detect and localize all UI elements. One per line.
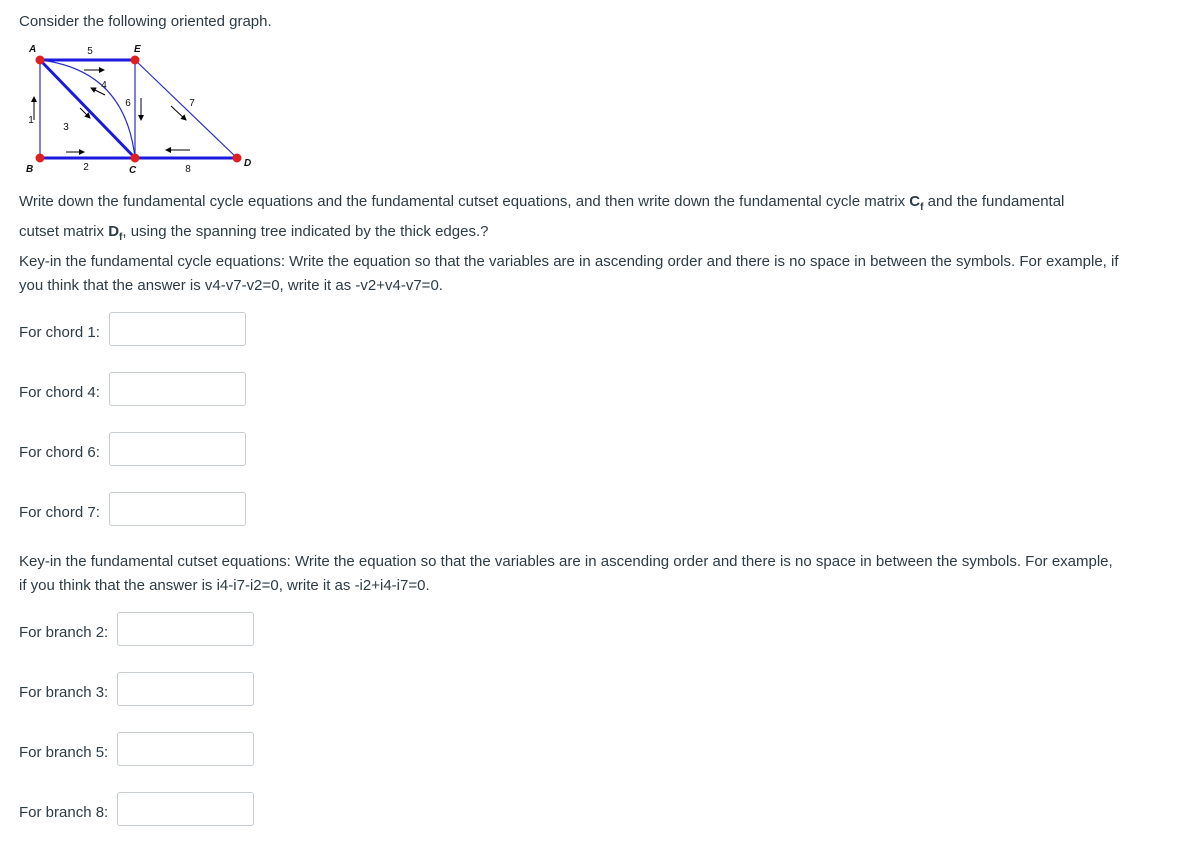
branch-5-label: For branch 5: xyxy=(19,744,109,761)
branch-8-input[interactable] xyxy=(117,792,254,826)
cutset-instructions xyxy=(19,550,1179,598)
edge-7 xyxy=(135,60,237,158)
edge-label-6: 6 xyxy=(125,98,131,109)
intro-text: Consider the following oriented graph. xyxy=(19,13,272,30)
task-line2-post: , using the spanning tree indicated by the thick edges.? xyxy=(122,223,489,240)
branch-2-label: For branch 2: xyxy=(19,624,109,641)
node-label-A: A xyxy=(29,44,37,55)
cutset-instructions-line1: Key-in the fundamental cutset equations: Write the equation so that the variables are in ascending order and there is no space in between the symbols. For example, xyxy=(19,553,1113,570)
chord-6-label: For chord 6: xyxy=(19,444,100,461)
node-label-D: D xyxy=(244,158,252,169)
edge-label-2: 2 xyxy=(83,162,89,173)
node-label-B: B xyxy=(26,164,34,175)
edge-label-1: 1 xyxy=(28,115,34,126)
node-D xyxy=(233,154,242,163)
cycle-instructions xyxy=(19,250,1179,298)
edge-label-3: 3 xyxy=(63,122,69,133)
branch-3-label: For branch 3: xyxy=(19,684,109,701)
chord-1-label: For chord 1: xyxy=(19,324,100,341)
cycle-instructions-line2: you think that the answer is v4-v7-v2=0, write it as -v2+v4-v7=0. xyxy=(19,277,443,294)
task-part1: Write down the fundamental cycle equations and the fundamental cutset equations, and then write down the fundamental cycle matrix xyxy=(19,193,910,210)
chord-4-input[interactable] xyxy=(109,372,246,406)
task-text xyxy=(19,190,1169,250)
node-B xyxy=(36,154,45,163)
edge-label-7: 7 xyxy=(189,98,195,109)
task-line2-pre: cutset matrix xyxy=(19,223,109,240)
chord-4-label: For chord 4: xyxy=(19,384,100,401)
arrow-7 xyxy=(171,106,186,120)
task-part2: and the fundamental xyxy=(923,193,1065,210)
branch-2-input[interactable] xyxy=(117,612,254,646)
node-A xyxy=(36,56,45,65)
node-label-C: C xyxy=(129,165,137,176)
oriented-graph xyxy=(0,0,270,180)
cf-symbol: $C_f$ xyxy=(909,193,924,213)
edge-label-5: 5 xyxy=(87,46,93,57)
cycle-instructions-line1: Key-in the fundamental cycle equations: Write the equation so that the variables are in ascending order and there is no space in between the symbols. For example, if xyxy=(19,253,1119,270)
branch-3-input[interactable] xyxy=(117,672,254,706)
edge-label-8: 8 xyxy=(185,164,191,175)
node-E xyxy=(131,56,140,65)
df-symbol: $D_f$ xyxy=(108,223,123,243)
branch-5-input[interactable] xyxy=(117,732,254,766)
cutset-instructions-line2: if you think that the answer is i4-i7-i2=0, write it as -i2+i4-i7=0. xyxy=(19,577,430,594)
chord-7-input[interactable] xyxy=(109,492,246,526)
chord-6-input[interactable] xyxy=(109,432,246,466)
node-C xyxy=(131,154,140,163)
chord-7-label: For chord 7: xyxy=(19,504,100,521)
edge-label-4: 4 xyxy=(101,80,107,91)
branch-8-label: For branch 8: xyxy=(19,804,109,821)
node-label-E: E xyxy=(134,44,141,55)
chord-1-input[interactable] xyxy=(109,312,246,346)
